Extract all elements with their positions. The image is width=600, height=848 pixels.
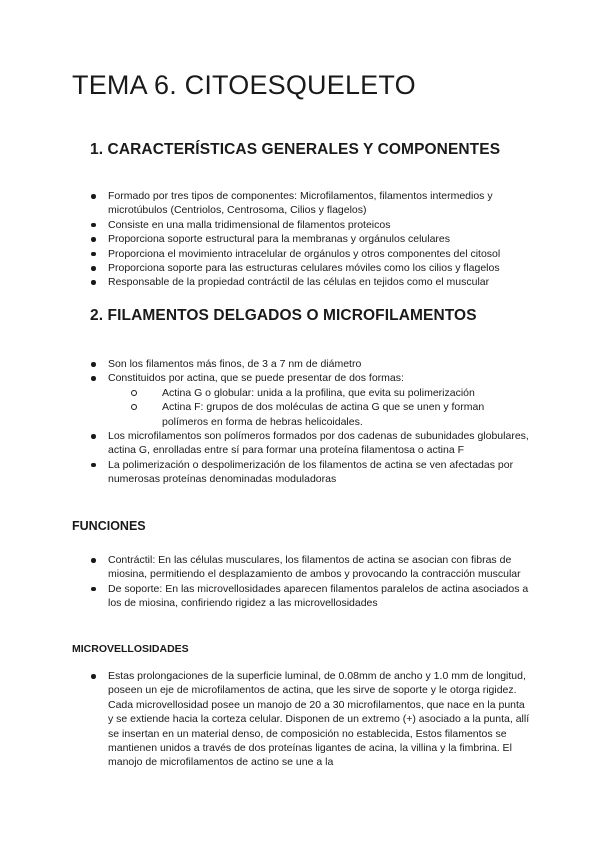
section-1-heading: 1. CARACTERÍSTICAS GENERALES Y COMPONENTES — [90, 141, 501, 158]
page-title: TEMA 6. CITOESQUELETO — [72, 70, 416, 100]
funciones-list — [90, 553, 530, 611]
list-item: Proporciona el movimiento intracelular de orgánulos y otros componentes del citosol — [90, 247, 530, 261]
sub-list — [108, 386, 530, 429]
section-2-heading: 2. FILAMENTOS DELGADOS O MICROFILAMENTOS — [90, 307, 477, 324]
funciones-heading: FUNCIONES — [72, 519, 146, 533]
section-1-list — [90, 189, 530, 290]
list-item: Los microfilamentos son polímeros formados por dos cadenas de subunidades globulares, actina G, enrolladas entre sí para formar una proteína filamentosa o actina F — [90, 429, 530, 458]
list-item: Contráctil: En las células musculares, los filamentos de actina se asocian con fibras de miosina, permitiendo el desplazamiento de ambos y provocando la contracción muscular — [90, 553, 530, 582]
list-item-text: Constituidos por actina, que se puede presentar de dos formas: — [108, 372, 404, 385]
list-item: Proporciona soporte estructural para la membranas y orgánulos celulares — [90, 232, 530, 246]
microvellosidades-heading: MICROVELLOSIDADES — [72, 643, 189, 655]
sub-list-item: Actina G o globular: unida a la profilina, que evita su polimerización — [108, 386, 530, 400]
list-item: Estas prolongaciones de la superficie luminal, de 0.08mm de ancho y 1.0 mm de longitud, poseen un eje de microfilamentos de actina, que les sirve de soporte y le otorga rigidez. Cada microvellosidad posee un manojo de 20 a 30 microfilamentos, que nace en la punta y se extiende hacia la corteza celular. Disponen de un extremo (+) asociado a la punta, allí se insertan en un material denso, de composición no establecida, Estos filamentos se mantienen unidos a través de dos proteínas ligantes de acina, la villina y la fimbrina. El manojo de microfilamentos de actino se une a la — [90, 669, 530, 770]
microvellosidades-list — [90, 669, 530, 770]
section-2-list — [90, 357, 530, 487]
sub-list-item: Actina F: grupos de dos moléculas de actina G que se unen y forman polímeros en forma de hebras helicoidales. — [108, 400, 530, 429]
list-item: De soporte: En las microvellosidades aparecen filamentos paralelos de actina asociados a los de miosina, confiriendo rigidez a las microvellosidades — [90, 582, 530, 611]
list-item: Son los filamentos más finos, de 3 a 7 nm de diámetro — [90, 357, 530, 371]
list-item: La polimerización o despolimerización de los filamentos de actina se ven afectadas por numerosas proteínas denominadas moduladoras — [90, 458, 530, 487]
list-item — [90, 371, 530, 429]
list-item: Proporciona soporte para las estructuras celulares móviles como los cilios y flagelos — [90, 261, 530, 275]
list-item: Responsable de la propiedad contráctil de las células en tejidos como el muscular — [90, 275, 530, 289]
list-item: Consiste en una malla tridimensional de filamentos proteicos — [90, 218, 530, 232]
list-item: Formado por tres tipos de componentes: Microfilamentos, filamentos intermedios y microtúbulos (Centriolos, Centrosoma, Cilios y flagelos) — [90, 189, 530, 218]
